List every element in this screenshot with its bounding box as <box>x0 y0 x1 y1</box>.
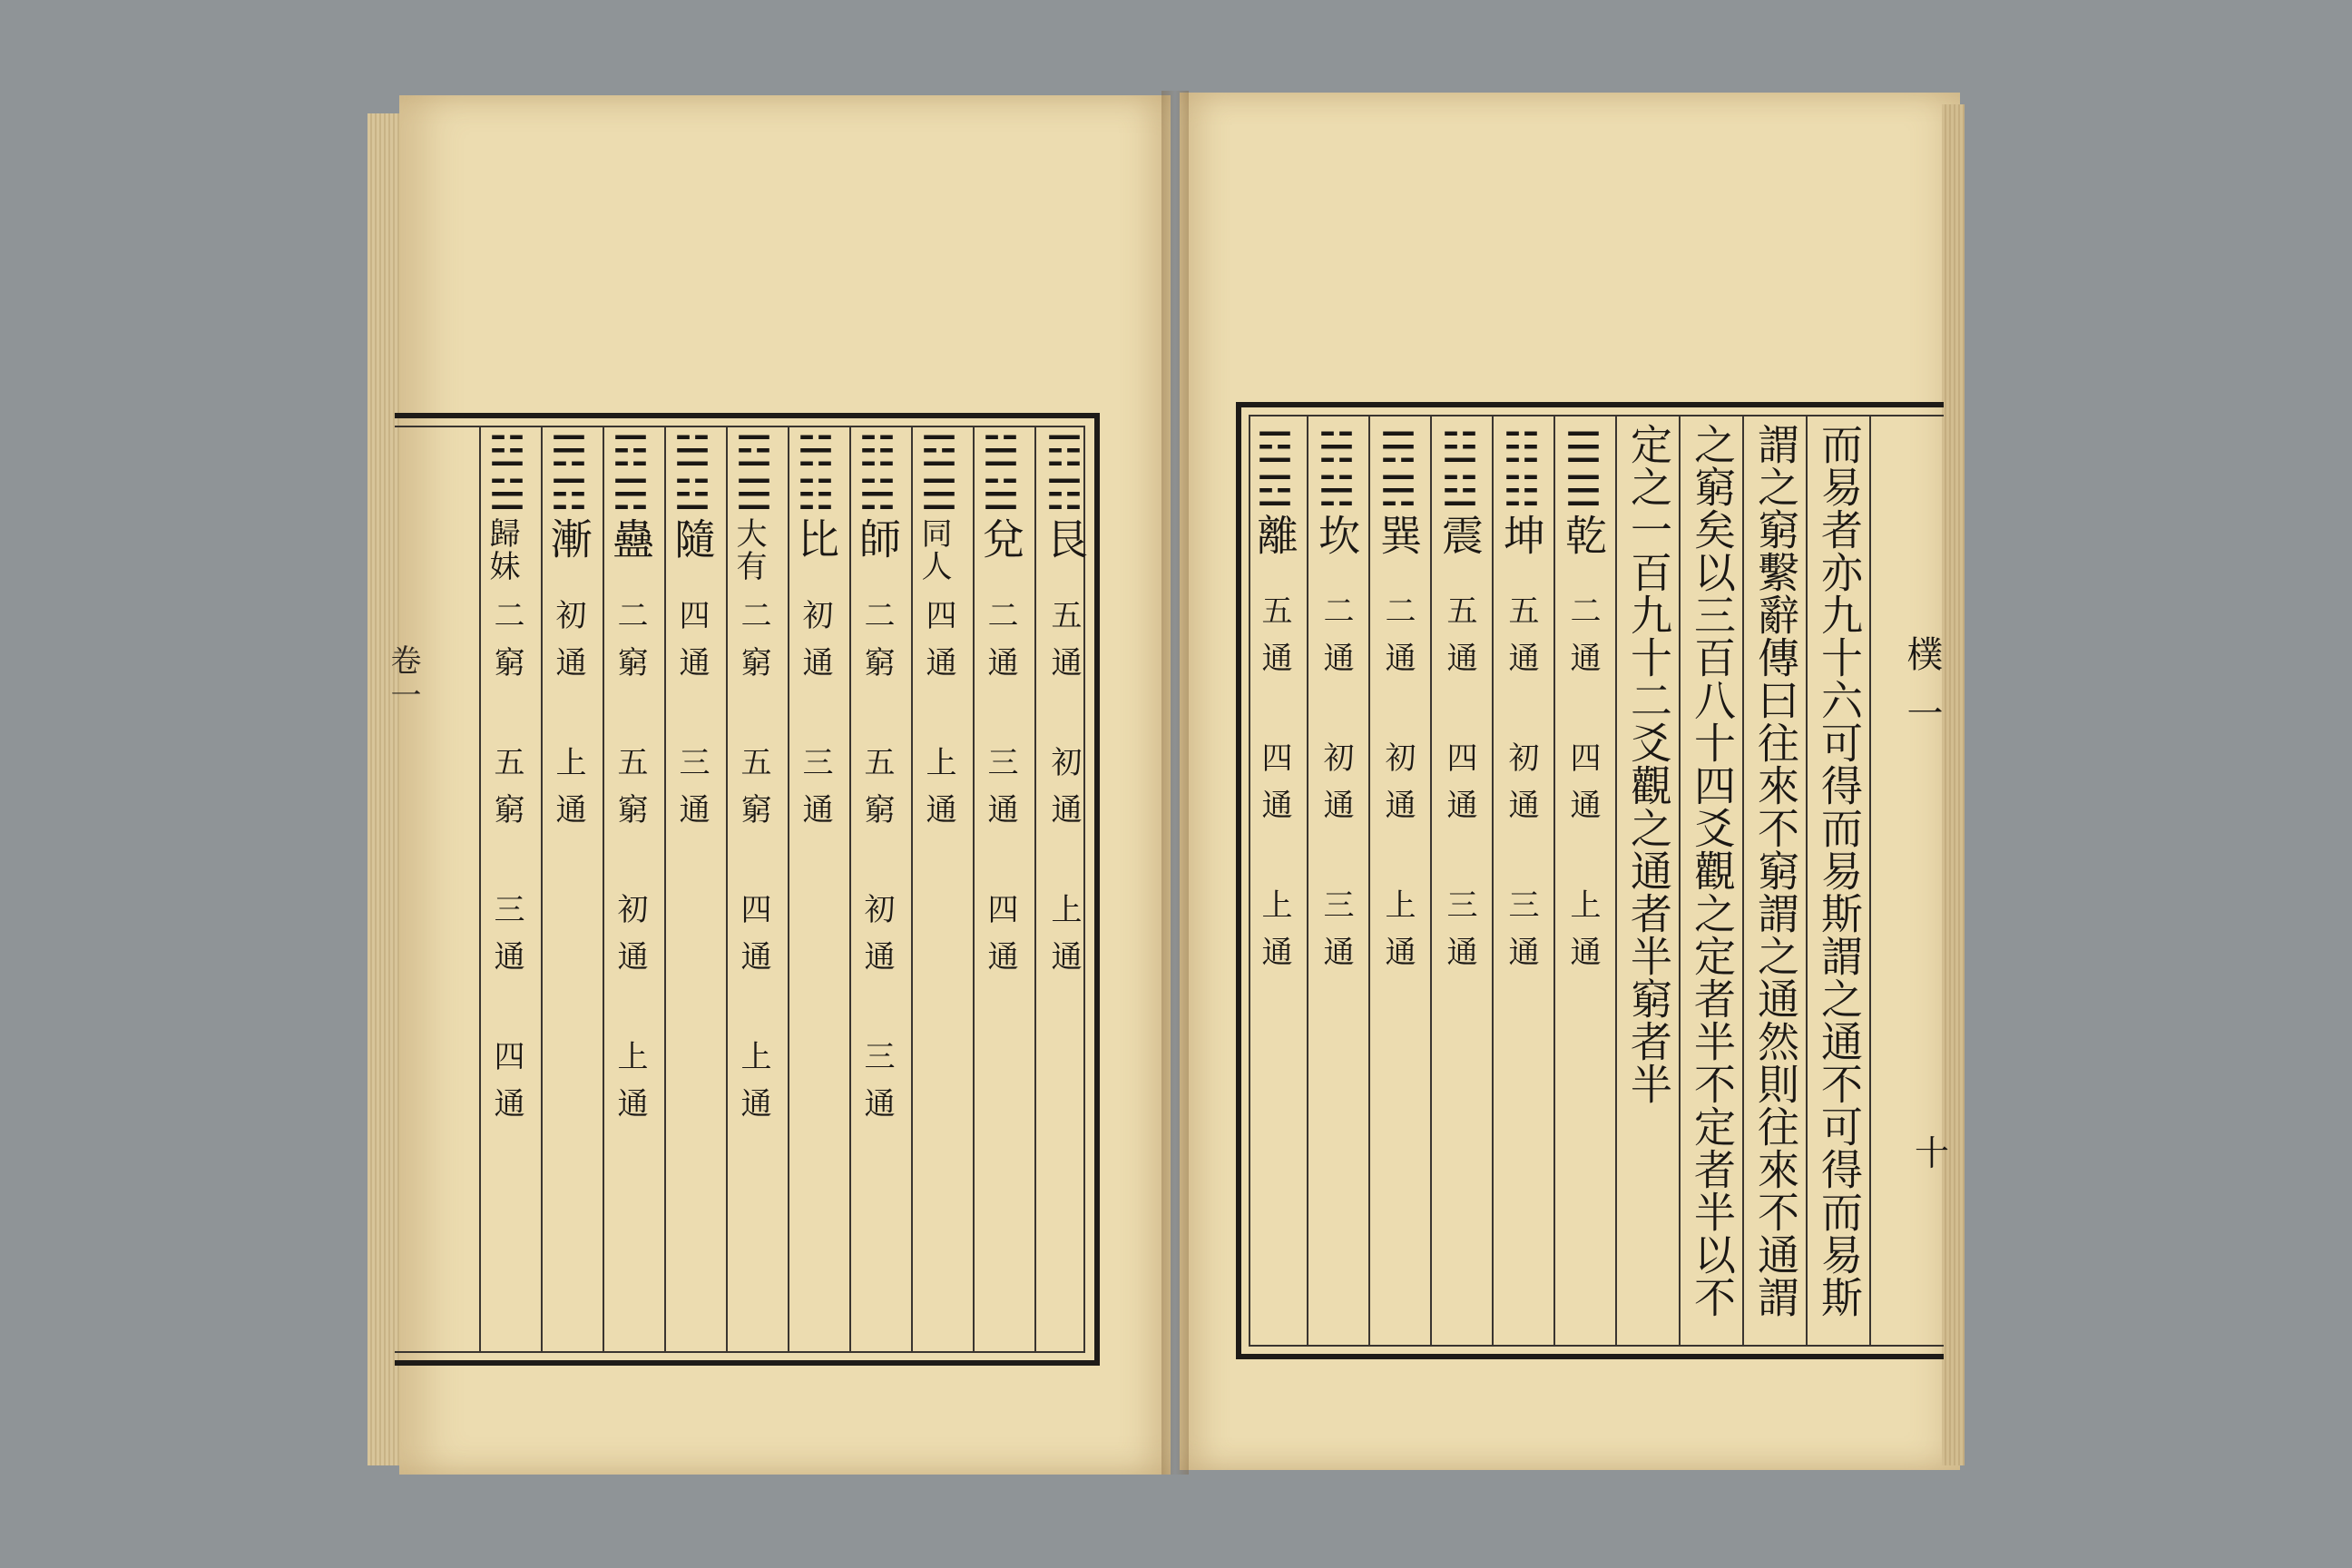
column-rule <box>1307 416 1308 1346</box>
hexagram-symbol: ☲☰ <box>915 426 964 514</box>
hexagram-name: 大有 <box>730 517 767 583</box>
hexagram-name: 比 <box>791 517 840 561</box>
column-rule <box>1492 416 1494 1346</box>
book-gutter <box>1161 91 1189 1475</box>
hexagram-name: 坎 <box>1312 514 1361 557</box>
body-text-line: 謂之窮繫辭傳曰往來不窮謂之通然則往來不通謂 <box>1751 423 1800 1318</box>
column-rule <box>788 426 789 1352</box>
column-rule <box>1679 416 1681 1346</box>
body-text-line: 而易者亦九十六可得而易斯謂之通不可得而易斯 <box>1815 423 1864 1318</box>
column-rule <box>1034 426 1036 1352</box>
hexagram-entry: 五通 四通 三通 <box>1441 594 1477 983</box>
hexagram-entry: 二窮 五窮 四通 上通 <box>735 599 771 1134</box>
hexagram-name: 坤 <box>1497 514 1546 557</box>
hexagram-symbol: ☶☶ <box>1040 426 1089 514</box>
hexagram-symbol: ☳☳ <box>1436 423 1485 510</box>
hexagram-symbol: ☷☷ <box>1497 423 1546 510</box>
column-rule <box>1368 416 1370 1346</box>
column-rule <box>1869 416 1871 1346</box>
hexagram-entry: 五通 四通 上通 <box>1256 594 1292 983</box>
column-rule <box>1806 416 1808 1346</box>
hexagram-symbol: ☷☵ <box>853 426 902 514</box>
column-rule <box>541 426 543 1352</box>
hexagram-entry: 二通 四通 上通 <box>1564 594 1601 983</box>
hexagram-entry: 四通 三通 <box>673 599 710 840</box>
body-text-line: 之窮矣以三百八十四爻觀之定者半不定者半以不 <box>1688 423 1737 1318</box>
hexagram-name: 同人 <box>916 517 952 583</box>
left-margin-mark: 卷一 <box>385 644 421 713</box>
hexagram-entry: 初通 三通 <box>797 599 833 840</box>
column-rule <box>849 426 851 1352</box>
column-rule <box>1430 416 1432 1346</box>
hexagram-symbol: ☳☱ <box>483 426 532 514</box>
hexagram-name: 震 <box>1436 514 1485 557</box>
hexagram-symbol: ☱☱ <box>976 426 1025 514</box>
hexagram-entry: 五通 初通 三通 <box>1503 594 1539 983</box>
column-rule <box>603 426 604 1352</box>
column-rule <box>726 426 728 1352</box>
hexagram-entry: 二通 初通 三通 <box>1318 594 1354 983</box>
hexagram-entry: 初通 上通 <box>550 599 586 840</box>
hexagram-name: 蠱 <box>606 517 655 561</box>
hexagram-name: 巽 <box>1374 514 1423 557</box>
right-page-edges <box>1942 104 1965 1465</box>
hexagram-entry: 二窮 五窮 初通 三通 <box>858 599 895 1134</box>
column-rule <box>1615 416 1617 1346</box>
column-rule <box>664 426 666 1352</box>
hexagram-symbol: ☵☷ <box>791 426 840 514</box>
hexagram-entry: 四通 上通 <box>920 599 956 840</box>
column-rule <box>1742 416 1744 1346</box>
hexagram-name: 師 <box>853 517 902 561</box>
folio-number: 十 <box>1915 1133 1950 1173</box>
hexagram-symbol: ☰☰ <box>1559 423 1608 510</box>
hexagram-name: 離 <box>1250 514 1299 557</box>
hexagram-symbol: ☲☲ <box>1250 423 1299 510</box>
hexagram-name: 漸 <box>544 517 593 561</box>
hexagram-name: 艮 <box>1040 517 1089 561</box>
page-title: 樸 一 <box>1901 635 1943 736</box>
hexagram-name: 隨 <box>668 517 717 561</box>
hexagram-symbol: ☲☰ <box>730 426 779 514</box>
hexagram-entry: 二窮 五窮 初通 上通 <box>612 599 648 1134</box>
hexagram-entry: 五通 初通 上通 <box>1045 599 1082 987</box>
hexagram-entry: 二通 三通 四通 <box>982 599 1018 987</box>
hexagram-entry: 二窮 五窮 三通 四通 <box>488 599 524 1134</box>
hexagram-name: 乾 <box>1559 514 1608 557</box>
hexagram-symbol: ☴☶ <box>544 426 593 514</box>
hexagram-symbol: ☵☵ <box>1312 423 1361 510</box>
hexagram-symbol: ☶☴ <box>606 426 655 514</box>
column-rule <box>1553 416 1555 1346</box>
body-text-line: 定之一百九十二爻觀之通者半窮者半 <box>1624 423 1673 1105</box>
hexagram-name: 兌 <box>976 517 1025 561</box>
hexagram-name: 歸妹 <box>484 517 520 583</box>
hexagram-symbol: ☱☳ <box>668 426 717 514</box>
column-rule <box>911 426 913 1352</box>
hexagram-entry: 二通 初通 上通 <box>1379 594 1416 983</box>
column-rule <box>973 426 975 1352</box>
column-rule <box>479 426 481 1352</box>
hexagram-symbol: ☴☴ <box>1374 423 1423 510</box>
